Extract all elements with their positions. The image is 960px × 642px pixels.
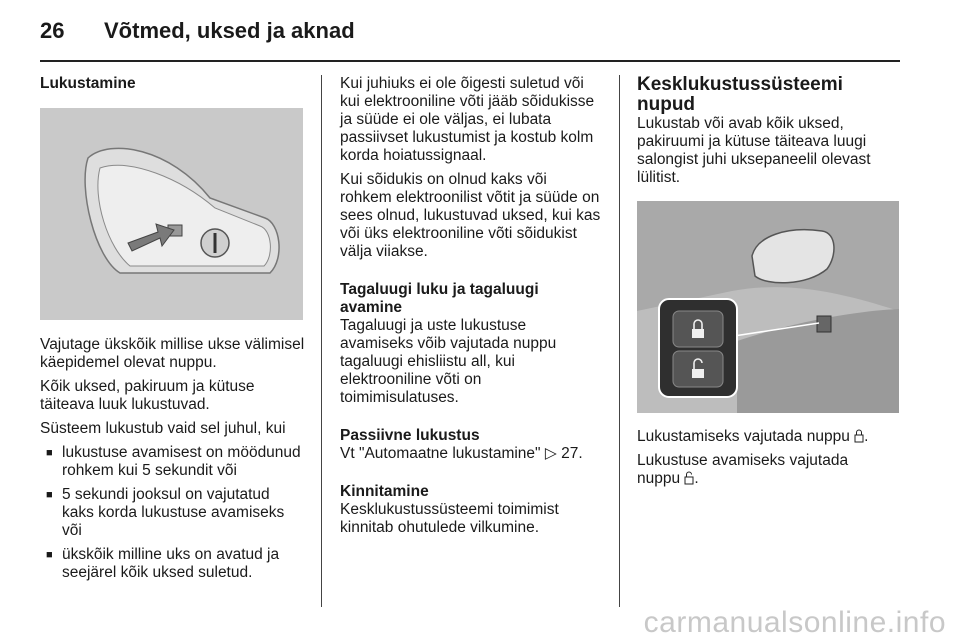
paragraph bbox=[340, 445, 602, 463]
paragraph: Lukustamiseks vajutada nuppu . bbox=[637, 428, 869, 445]
column-2 bbox=[340, 75, 602, 543]
section-heading-central-locking: Kesklukustussüsteemi nupud bbox=[637, 74, 843, 115]
paragraph: Vajutage ükskõik millise ukse välimisel käepidemel olevat nuppu. bbox=[40, 336, 305, 371]
paragraph: Kui sõidukis on olnud kaks või rohkem elektroonilist võtit ja süüde on sees olnud, lukustuvad uksed, kui kas või üks elektrooniline võti sõidukist välja viiakse. bbox=[340, 171, 601, 260]
door-panel-photo bbox=[637, 201, 899, 413]
paragraph: Kui juhiuks ei ole õigesti suletud või kui elektrooniline võti jääb sõidukisse ja süüde ei ole väljas, ei lubata passiivset lukustumist ja kostub kolm korda hoiatussignaal. bbox=[340, 75, 595, 164]
watermark-text: carmanualsonline.info bbox=[643, 606, 946, 639]
unlock-instruction: Lukustuse avamiseks vajutada bbox=[637, 452, 849, 469]
page-number: 26 bbox=[40, 18, 65, 43]
column-divider bbox=[321, 75, 322, 607]
subheading: Tagaluugi luku ja tagaluugi avamine bbox=[340, 281, 539, 316]
list-item: ■ 5 sekundi jooksul on vajutatud kaks korda lukustuse avamiseks või bbox=[40, 486, 305, 540]
unlocked-icon bbox=[684, 471, 694, 485]
condition-list bbox=[40, 444, 305, 582]
subheading: Passiivne lukustus bbox=[340, 427, 480, 444]
section-heading-locking: Lukustamine bbox=[40, 75, 136, 92]
list-item: ■ lukustuse avamisest on möödunud rohkem kui 5 sekundit või bbox=[40, 444, 305, 480]
cross-reference-text: Vt "Automaatne lukustamine" bbox=[340, 445, 541, 462]
locked-icon bbox=[854, 429, 864, 443]
column-divider bbox=[619, 75, 620, 607]
lock-instruction: Lukustamiseks vajutada nuppu bbox=[637, 428, 850, 445]
header-rule bbox=[40, 60, 900, 62]
paragraph: Kesklukustussüsteemi toimimist kinnitab ohutulede vilkumine. bbox=[340, 501, 559, 536]
column-3 bbox=[637, 75, 902, 494]
page-header bbox=[40, 18, 355, 48]
subheading: Kinnitamine bbox=[340, 483, 429, 500]
unlock-instruction-cont: nuppu bbox=[637, 470, 681, 487]
page-title: Võtmed, uksed ja aknad bbox=[104, 18, 355, 43]
paragraph: Lukustab või avab kõik uksed, pakiruumi ja kütuse täiteava luugi salongist juhi uksepaneelil olevast lülitist. bbox=[637, 115, 871, 186]
paragraph: Lukustuse avamiseks vajutada nuppu . bbox=[637, 452, 849, 487]
page-ref-arrow-icon: ▷ bbox=[544, 445, 557, 462]
column-1 bbox=[40, 75, 305, 588]
paragraph: Tagaluugi ja uste lukustuse avamiseks võib vajutada nuppu tagaluugi ehisliistu all, kui elektrooniline võti on toimimisulatuses. bbox=[340, 317, 557, 406]
paragraph: Kõik uksed, pakiruum ja kütuse täiteava luuk lukustuvad. bbox=[40, 378, 255, 413]
list-item: ■ ükskõik milline uks on avatud ja seejärel kõik uksed suletud. bbox=[40, 546, 305, 582]
page-reference: 27. bbox=[561, 445, 583, 462]
door-handle-illustration bbox=[40, 108, 303, 320]
paragraph: Süsteem lukustub vaid sel juhul, kui bbox=[40, 420, 286, 437]
